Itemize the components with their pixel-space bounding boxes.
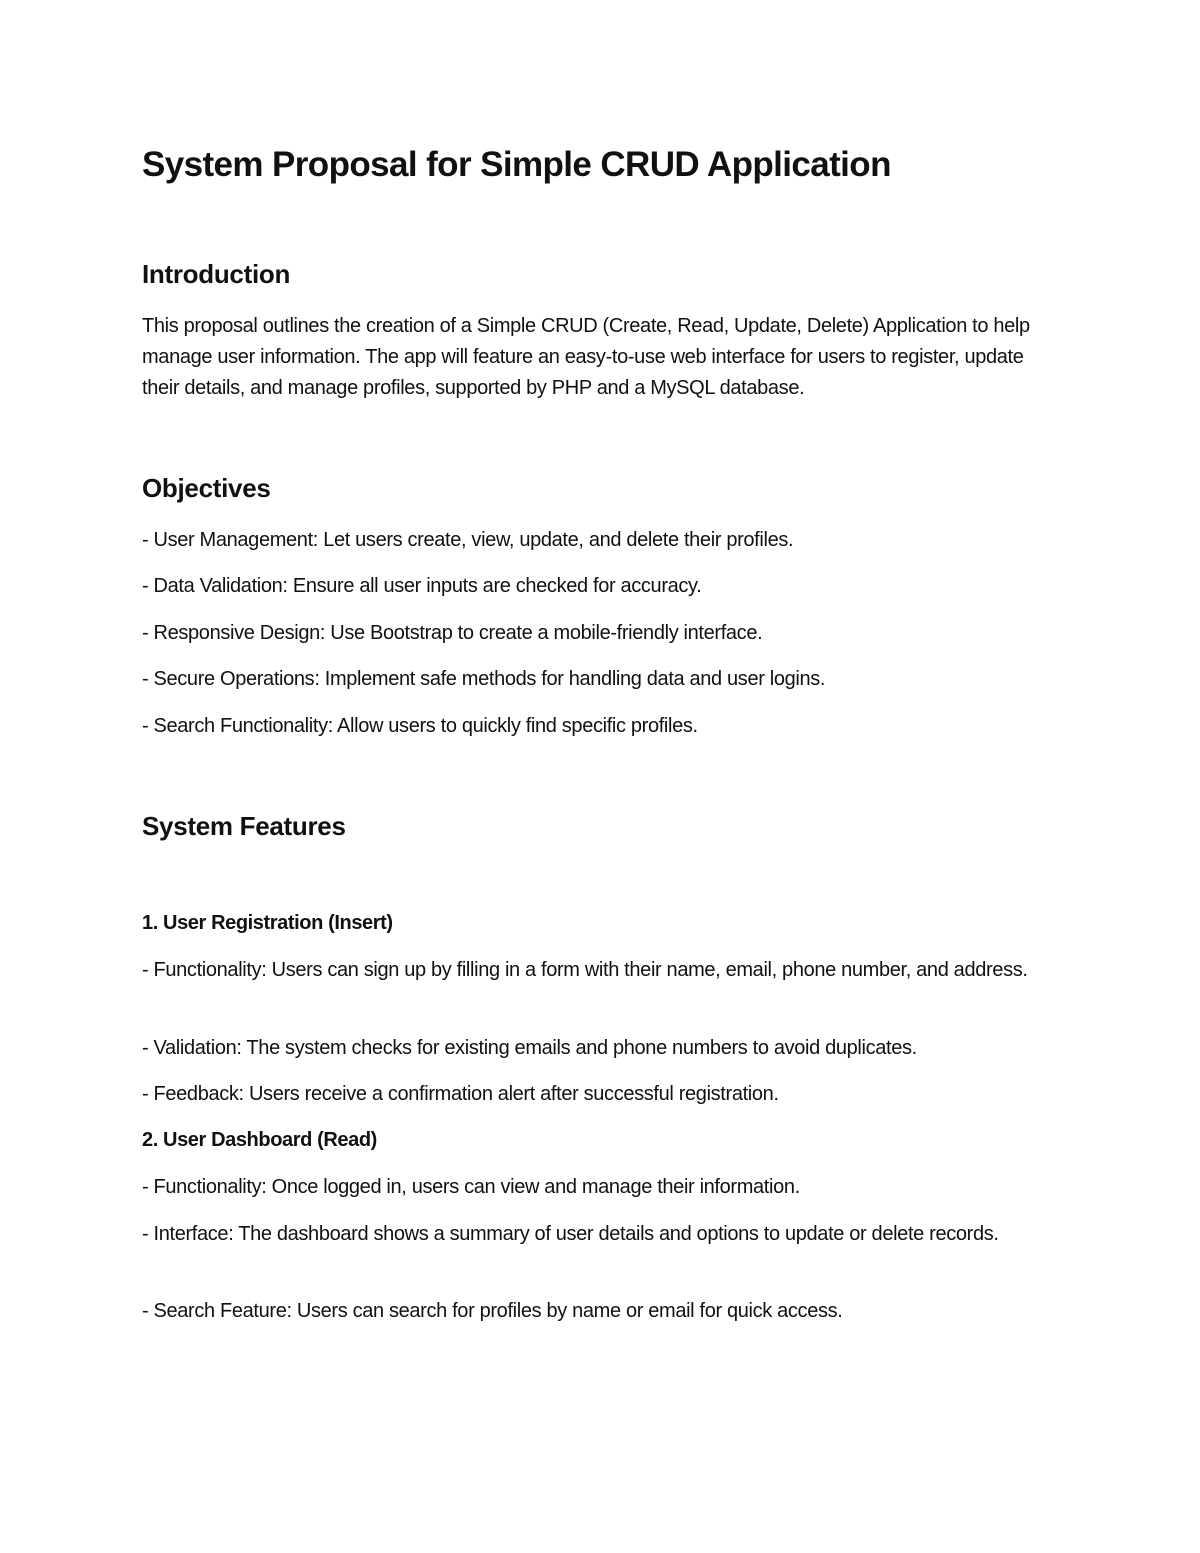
- objective-item: - Secure Operations: Implement safe methods for handling data and user logins.: [142, 668, 826, 690]
- feature-item: - Feedback: Users receive a confirmation alert after successful registration.: [142, 1083, 779, 1105]
- feature-item: - Interface: The dashboard shows a summary of user details and options to update or delete records.: [142, 1223, 999, 1245]
- objective-item: - User Management: Let users create, view, update, and delete their profiles.: [142, 529, 794, 551]
- introduction-paragraph: This proposal outlines the creation of a Simple CRUD (Create, Read, Update, Delete) Application to help manage user information. The app will feature an easy-to-use web interface for users to register, update their details, and manage profiles, supported by PHP and a MySQL database.: [142, 315, 1030, 399]
- objectives-heading: Objectives: [142, 473, 271, 503]
- feature-item: - Validation: The system checks for existing emails and phone numbers to avoid duplicates.: [142, 1037, 917, 1059]
- feature-heading-user-registration: 1. User Registration (Insert): [142, 912, 393, 934]
- feature-item: - Search Feature: Users can search for profiles by name or email for quick access.: [142, 1300, 843, 1322]
- system-features-heading: System Features: [142, 811, 346, 841]
- objective-item: - Responsive Design: Use Bootstrap to create a mobile-friendly interface.: [142, 622, 763, 644]
- introduction-heading: Introduction: [142, 259, 291, 289]
- feature-heading-user-dashboard: 2. User Dashboard (Read): [142, 1129, 377, 1151]
- feature-item: - Functionality: Users can sign up by filling in a form with their name, email, phone number, and address.: [142, 959, 1028, 981]
- feature-item: - Functionality: Once logged in, users can view and manage their information.: [142, 1176, 800, 1198]
- objective-item: - Data Validation: Ensure all user inputs are checked for accuracy.: [142, 575, 702, 597]
- document-title: System Proposal for Simple CRUD Application: [142, 145, 891, 184]
- objective-item: - Search Functionality: Allow users to quickly find specific profiles.: [142, 715, 698, 737]
